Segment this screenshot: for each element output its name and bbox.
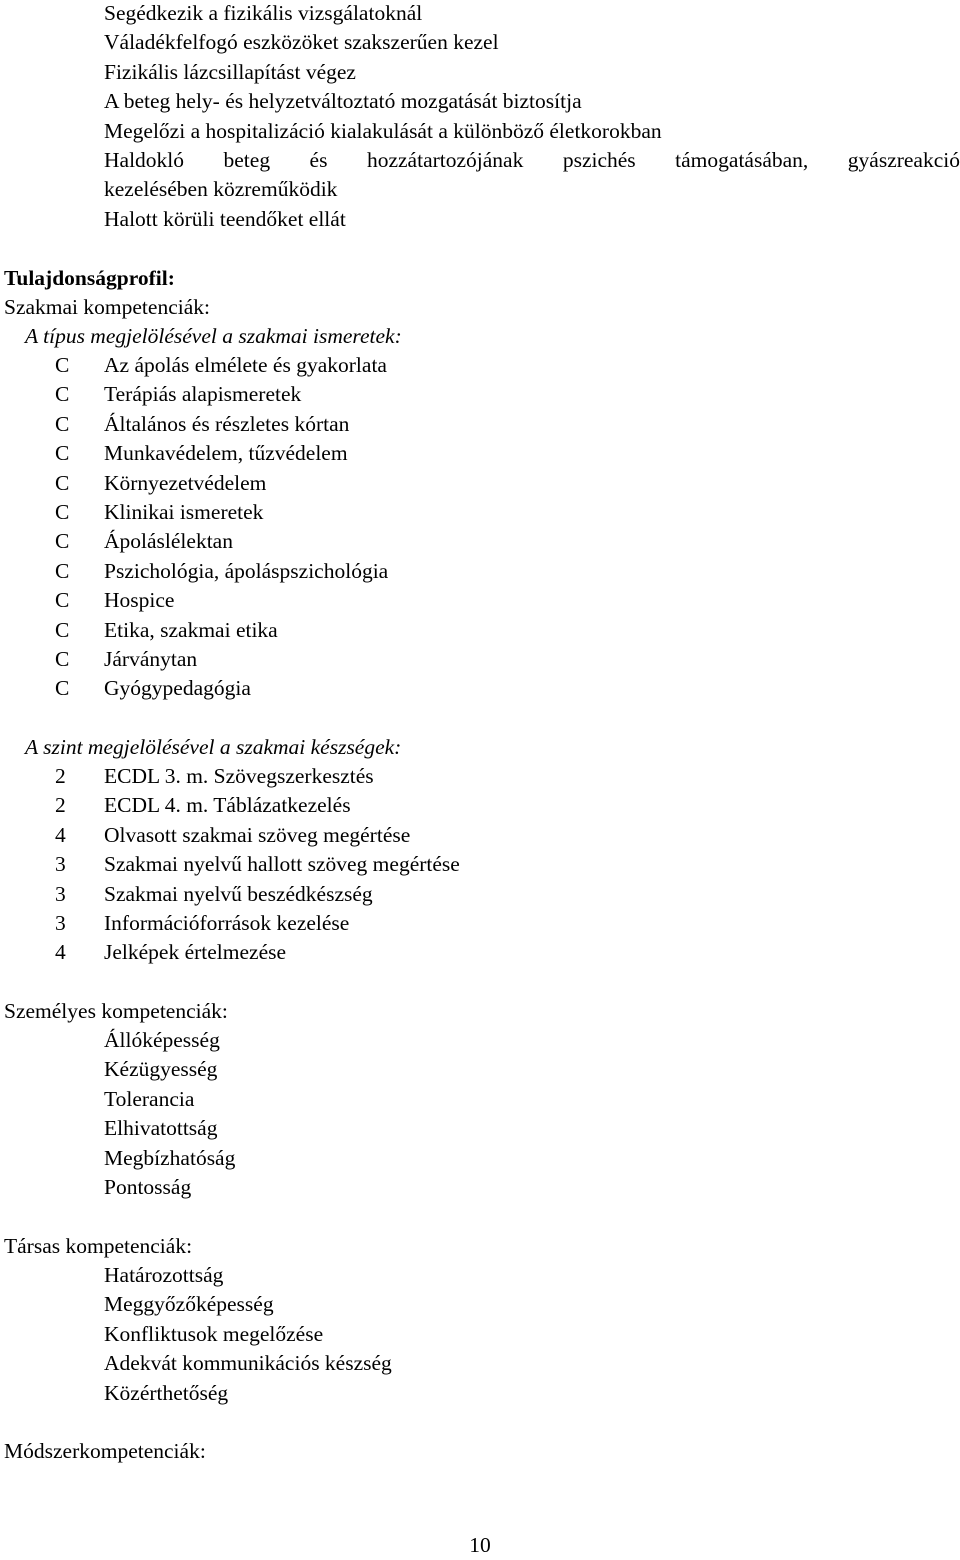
list-item: Megelőzi a hospitalizáció kialakulását a különböző életkorokban	[104, 118, 662, 143]
list-item	[0, 762, 960, 791]
item-label: Hospice	[104, 588, 175, 613]
list-item: Kézügyesség	[104, 1057, 218, 1082]
item-label: Az ápolás elmélete és gyakorlata	[104, 353, 387, 377]
item-label: Jelképek értelmezése	[104, 940, 287, 965]
list-item: Adekvát kommunikációs készség	[104, 1351, 392, 1376]
list-item: Tolerancia	[104, 1086, 195, 1111]
list-item	[0, 821, 960, 850]
item-label: ECDL 4. m. Táblázatkezelés	[104, 793, 351, 818]
list-item: Fizikális lázcsillapítást végez	[104, 59, 356, 84]
type-mark: C	[55, 646, 70, 671]
list-item: Közérthetőség	[104, 1380, 229, 1405]
list-item: Elhivatottság	[104, 1116, 218, 1141]
list-item	[0, 557, 960, 586]
list-item	[0, 439, 960, 468]
level-mark: 4	[55, 940, 66, 965]
item-label: Munkavédelem, tűzvédelem	[104, 441, 348, 466]
item-label: Szakmai nyelvű hallott szöveg megértése	[104, 852, 460, 877]
item-label: Pszichológia, ápoláspszichológia	[104, 558, 389, 583]
item-label: Járványtan	[104, 646, 198, 671]
page-number: 10	[469, 1533, 491, 1557]
list-item	[0, 469, 960, 498]
list-item	[0, 586, 960, 615]
item-label: Ápoláslélektan	[104, 529, 233, 554]
list-item: Állóképesség	[104, 1028, 220, 1052]
item-label: Általános és részletes kórtan	[104, 411, 350, 436]
personal-competencies-list	[104, 1026, 235, 1202]
list-item	[0, 351, 960, 380]
type-mark: C	[55, 353, 70, 377]
list-item: Konfliktusok megelőzése	[104, 1321, 324, 1346]
list-item	[0, 880, 960, 909]
level-mark: 2	[55, 764, 66, 788]
professional-competencies-heading: Szakmai kompetenciák:	[4, 295, 210, 319]
list-item: Váladékfelfogó eszközöket szakszerűen kezel	[104, 30, 499, 55]
type-mark: C	[55, 529, 70, 554]
list-item: Meggyőzőképesség	[104, 1292, 274, 1317]
item-label: Gyógypedagógia	[104, 676, 251, 701]
method-competencies-heading: Módszerkompetenciák:	[4, 1439, 206, 1463]
list-item-continuation: kezelésében közreműködik	[104, 177, 338, 202]
skills-subheading: A szint megjelölésével a szakmai készségek:	[25, 735, 402, 759]
list-item	[0, 938, 960, 967]
item-label: ECDL 3. m. Szövegszerkesztés	[104, 764, 374, 788]
list-item	[0, 645, 960, 674]
knowledge-list	[0, 351, 960, 704]
list-item	[0, 410, 960, 439]
item-label: Szakmai nyelvű beszédkészség	[104, 881, 373, 906]
list-item: Határozottság	[104, 1263, 224, 1287]
list-item	[0, 498, 960, 527]
type-mark: C	[55, 617, 70, 642]
profile-heading: Tulajdonságprofil:	[4, 266, 175, 290]
intro-task-list	[104, 0, 960, 234]
type-mark: C	[55, 499, 70, 524]
list-item: Megbízhatóság	[104, 1145, 236, 1170]
social-competencies-heading: Társas kompetenciák:	[4, 1234, 193, 1258]
level-mark: 3	[55, 852, 66, 877]
type-mark: C	[55, 411, 70, 436]
type-mark: C	[55, 470, 70, 495]
level-mark: 3	[55, 910, 66, 935]
item-label: Környezetvédelem	[104, 470, 267, 495]
level-mark: 4	[55, 822, 66, 847]
personal-competencies-heading: Személyes kompetenciák:	[4, 999, 228, 1023]
item-label: Olvasott szakmai szöveg megértése	[104, 822, 411, 847]
list-item	[0, 616, 960, 645]
type-mark: C	[55, 382, 70, 407]
list-item	[0, 850, 960, 879]
list-item	[0, 380, 960, 409]
type-mark: C	[55, 676, 70, 701]
item-label: Információforrások kezelése	[104, 910, 350, 935]
type-mark: C	[55, 441, 70, 466]
list-item: Halott körüli teendőket ellát	[104, 206, 346, 231]
level-mark: 2	[55, 793, 66, 818]
knowledge-subheading: A típus megjelölésével a szakmai ismeretek:	[25, 324, 402, 348]
skills-list	[0, 762, 960, 968]
type-mark: C	[55, 588, 70, 613]
level-mark: 3	[55, 881, 66, 906]
item-label: Klinikai ismeretek	[104, 499, 264, 524]
item-label: Terápiás alapismeretek	[104, 382, 302, 407]
list-item	[0, 909, 960, 938]
list-item	[0, 791, 960, 820]
list-item: Pontosság	[104, 1174, 192, 1199]
list-item	[0, 674, 960, 703]
list-item	[0, 527, 960, 556]
item-label: Etika, szakmai etika	[104, 617, 278, 642]
type-mark: C	[55, 558, 70, 583]
social-competencies-list	[104, 1261, 392, 1408]
list-item: Haldokló beteg és hozzátartozójának pszichés támogatásában, gyászreakció	[104, 147, 960, 172]
list-item: Segédkezik a fizikális vizsgálatoknál	[104, 1, 423, 25]
list-item: A beteg hely- és helyzetváltoztató mozgatását biztosítja	[104, 89, 582, 114]
